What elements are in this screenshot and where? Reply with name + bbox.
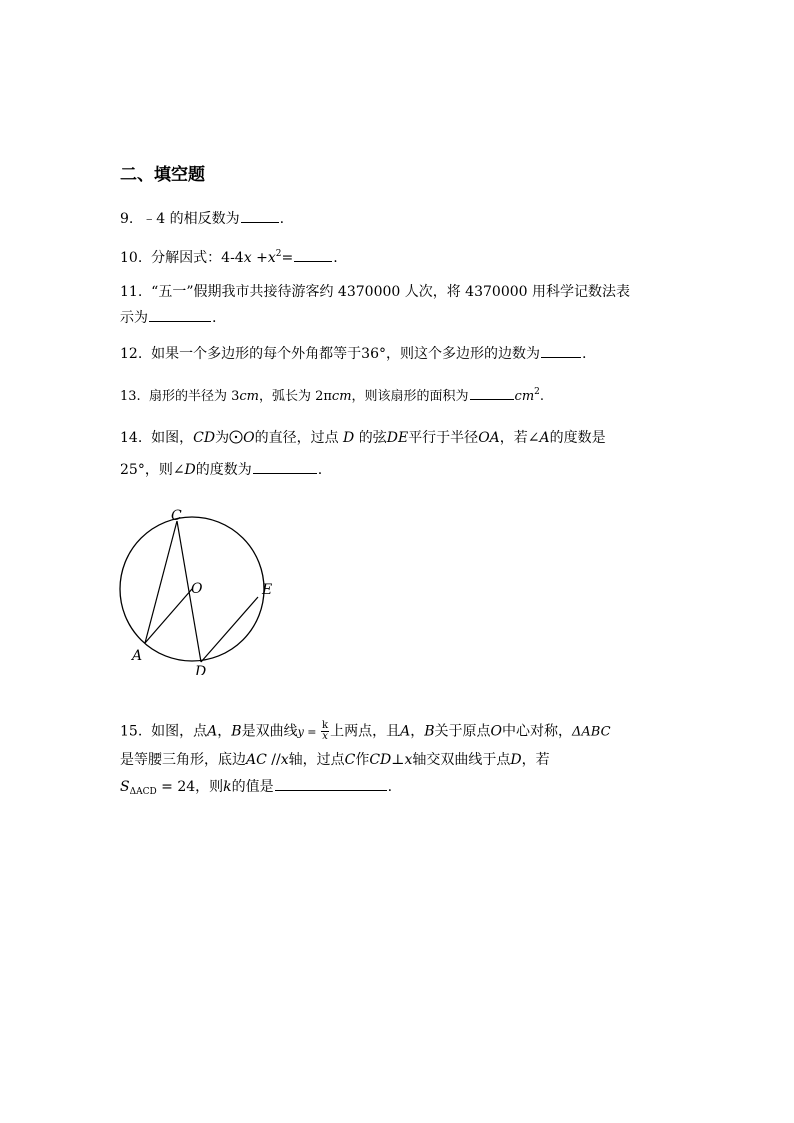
answer-blank-11[interactable] (149, 307, 211, 322)
label-d: D (195, 664, 207, 675)
answer-blank-15[interactable] (275, 776, 387, 791)
question-10: 10. 分解因式：$4-4x +x^2=$ . (120, 249, 338, 266)
chord-de (201, 597, 258, 662)
fraction-k-over-x: $\frac{k}{x}$ (322, 720, 329, 742)
question-11-line-1: 11. “五一”假期我市共接待游客约 4370000 人次，将 4370000 用科学记数法表 (120, 284, 630, 300)
question-13: 13. 扇形的半径为 3cm，弧长为 2πcm，则该扇形的面积为 $cm^2$. (120, 387, 545, 404)
question-15-line-3: $S_{\Delta ACD} = 24$，则k的值是 . (120, 776, 392, 802)
question-14-line-1: 14. 如图，CD为 O的直径，过点 D 的弦DE平行于半径OA，若∠A的度数是 (120, 430, 606, 446)
question-14-line-2: 25°，则∠D的度数为 . (120, 459, 322, 480)
answer-blank-13[interactable] (470, 385, 514, 400)
answer-blank-12[interactable] (541, 343, 581, 358)
section-title: 二、填空题 (120, 165, 205, 185)
question-9: 9. ﹣4 的相反数为 . (120, 208, 284, 229)
answer-blank-10[interactable] (294, 247, 332, 262)
question-11-line-2: 示为 . (120, 307, 216, 328)
question-15-line-1: 15. 如图，点A，B是双曲线y = $\frac{k}{x}$ 上两点，且A，B关于原点O中心对称，ΔABC (120, 720, 611, 742)
label-c: C (171, 508, 182, 524)
circle-dot-icon (229, 430, 243, 444)
question-12: 12. 如果一个多边形的每个外角都等于36°，则这个多边形的边数为 . (120, 343, 586, 364)
label-e: E (262, 582, 273, 598)
answer-blank-14[interactable] (253, 459, 317, 474)
label-o: O (191, 581, 203, 597)
label-a: A (132, 648, 143, 664)
circle-geometry-figure (112, 500, 282, 675)
question-15-line-2: 是等腰三角形，底边AC //x轴，过点C作CD⊥x轴交双曲线于点D，若 (120, 752, 550, 768)
answer-blank-9[interactable] (241, 208, 279, 223)
